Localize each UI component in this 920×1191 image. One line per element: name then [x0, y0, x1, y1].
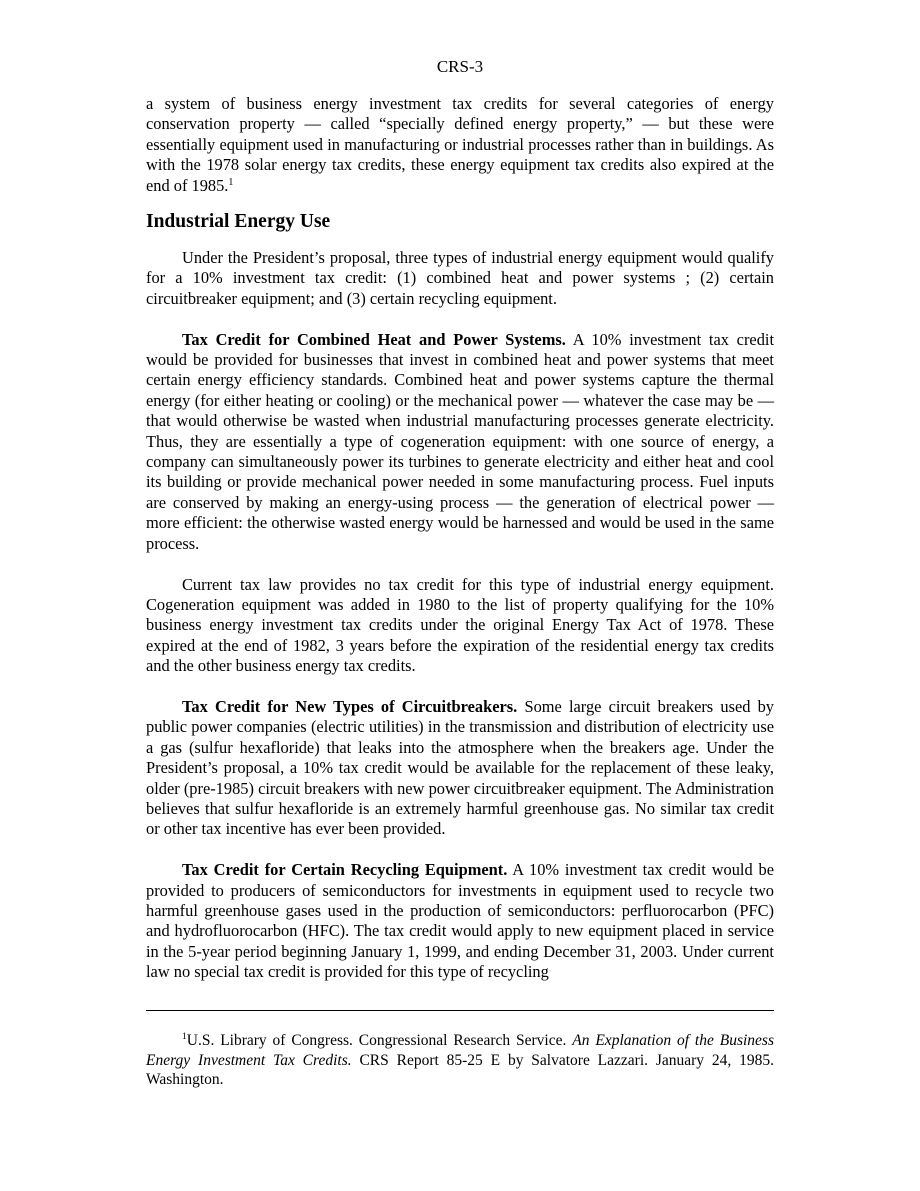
footnote-marker: 1 — [182, 1032, 187, 1042]
circuitbreakers-text: Some large circuit breakers used by public power companies (electric utilities) in the transmission and distribution of electricity use a gas (sulfur hexafloride) that leaks into the atmosphere when the breakers age. Under the President’s proposal, a 10% tax credit would be available for the replacement of these leaky, older (pre-1985) circuit breakers with new power circuitbreaker equipment. The Administration believes that sulfur hexafloride is an extremely harmful greenhouse gas. No similar tax credit or other tax incentive has ever been provided. — [146, 696, 774, 839]
footnote-text-before: U.S. Library of Congress. Congressional Research Service. — [186, 1032, 573, 1049]
circuitbreakers-paragraph — [146, 697, 774, 840]
footnote-reference[interactable]: 1 — [228, 176, 234, 188]
section-heading-industrial-energy-use: Industrial Energy Use — [146, 211, 331, 233]
footnote-1 — [146, 1031, 774, 1090]
current-law-paragraph: Current tax law provides no tax credit for this type of industrial energy equipment. Cogeneration equipment was added in 1980 to the list of property qualifying for the 10% business energy investment tax credits under the original Energy Tax Act of 1978. These expired at the end of 1982, 3 years before the expiration of the residential energy tax credits and the other business energy tax credits. — [146, 574, 774, 676]
intro-paragraph-text: a system of business energy investment tax credits for several categories of energy conservation property — called “specially defined energy property,” — but these were essentially equipment used in manufacturing or industrial processes rather than in buildings. As with the 1978 solar energy tax credits, these energy equipment tax credits also expired at the end of 1985. — [146, 94, 774, 195]
circuitbreakers-subheading: Tax Credit for New Types of Circuitbreakers. — [182, 696, 518, 716]
chp-subheading: Tax Credit for Combined Heat and Power Systems. — [182, 329, 566, 349]
footnotes — [146, 1031, 774, 1090]
chp-text: A 10% investment tax credit would be provided for businesses that invest in combined heat and power systems that meet certain energy efficiency standards. Combined heat and power systems capture the thermal energy (for either heating or cooling) or the mechanical power — whatever the case may be — that would otherwise be wasted when industrial manufacturing processes generate electricity. Thus, they are essentially a type of cogeneration equipment: with one source of energy, a company can simultaneously power its turbines to generate electricity and either heat and cool its building or provide mechanical power needed in some manufacturing process. Fuel inputs are conserved by making an energy-using process — the generation of electrical power — more efficient: the otherwise wasted energy would be harnessed and would be used in the same process. — [146, 329, 774, 553]
overview-paragraph: Under the President’s proposal, three types of industrial energy equipment would qualify for a 10% investment tax credit: (1) combined heat and power systems ; (2) certain circuitbreaker equipment; and (3) certain recycling equipment. — [146, 248, 774, 308]
intro-paragraph — [146, 94, 774, 196]
recycling-text: A 10% investment tax credit would be provided to producers of semiconductors for investments in equipment used to recycle two harmful greenhouse gases used in the production of semiconductors: perfluorocarbon (PFC) and hydrofluorocarbon (HFC). The tax credit would apply to new equipment placed in service in the 5-year period beginning January 1, 1999, and ending December 31, 2003. Under current law no special tax credit is provided for this type of recycling — [146, 860, 774, 982]
recycling-subheading: Tax Credit for Certain Recycling Equipment. — [182, 860, 508, 880]
document-body — [146, 94, 774, 1003]
recycling-paragraph — [146, 860, 774, 982]
chp-paragraph — [146, 330, 774, 554]
page-number: CRS-3 — [436, 57, 484, 76]
footnote-divider — [146, 1010, 774, 1011]
footnote-text-after: CRS Report 85-25 E by Salvatore Lazzari. January 24, 1985. Washington. — [146, 1051, 774, 1088]
footnote-cited-title: An Explanation of the Business Energy Investment Tax Credits. — [146, 1032, 774, 1069]
